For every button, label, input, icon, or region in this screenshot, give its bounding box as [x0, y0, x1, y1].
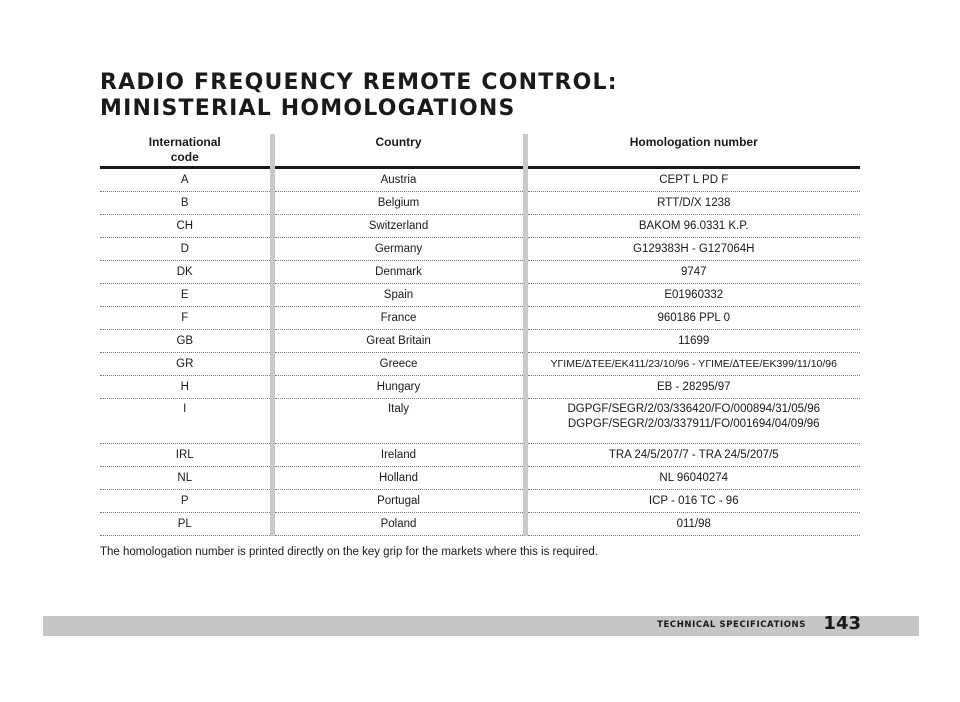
number-cell: NL 96040274: [525, 467, 860, 490]
country-cell: Poland: [272, 513, 525, 536]
number-cell: RTT/D/X 1238: [525, 192, 860, 215]
number-line-1: DGPGF/SEGR/2/03/336420/FO/000894/31/05/96: [567, 403, 821, 415]
table-row: [100, 467, 860, 490]
number-cell: 011/98: [525, 513, 860, 536]
code-cell: E: [100, 284, 272, 307]
number-cell: G129383H - G127064H: [525, 238, 860, 261]
country-cell: France: [272, 307, 525, 330]
page-number: 143: [823, 613, 861, 634]
number-line-2: DGPGF/SEGR/2/03/337911/FO/001694/04/09/96: [567, 418, 820, 430]
country-cell: Italy: [272, 399, 525, 444]
country-cell: Hungary: [272, 376, 525, 399]
code-cell: DK: [100, 261, 272, 284]
homologation-table: [100, 134, 860, 536]
number-cell: [525, 399, 860, 444]
number-cell: TRA 24/5/207/7 - TRA 24/5/207/5: [525, 444, 860, 467]
table-row: [100, 192, 860, 215]
number-cell: YΓIME/∆TEE/EK411/23/10/96 - YΓIME/∆TEE/EK399/11/10/96: [525, 353, 860, 376]
table-row: [100, 376, 860, 399]
footnote: The homologation number is printed directly on the key grip for the markets where this is required.: [100, 546, 598, 558]
country-cell: Holland: [272, 467, 525, 490]
code-cell: I: [100, 399, 272, 444]
table-row: [100, 168, 860, 192]
number-cell: BAKOM 96.0331 K.P.: [525, 215, 860, 238]
country-cell: Greece: [272, 353, 525, 376]
footer-section-label: TECHNICAL SPECIFICATIONS: [657, 620, 806, 630]
title-line-1: RADIO FREQUENCY REMOTE CONTROL:: [100, 70, 618, 95]
country-cell: Germany: [272, 238, 525, 261]
code-cell: GB: [100, 330, 272, 353]
table-row: [100, 399, 860, 444]
country-cell: Great Britain: [272, 330, 525, 353]
table-row: [100, 238, 860, 261]
table-row: [100, 513, 860, 536]
table-row: [100, 490, 860, 513]
header-international-code: [100, 134, 272, 168]
table-row: [100, 353, 860, 376]
code-cell: IRL: [100, 444, 272, 467]
code-cell: CH: [100, 215, 272, 238]
code-cell: H: [100, 376, 272, 399]
code-cell: GR: [100, 353, 272, 376]
country-cell: Denmark: [272, 261, 525, 284]
table-row: [100, 215, 860, 238]
table-header-row: [100, 134, 860, 168]
number-cell: 9747: [525, 261, 860, 284]
table-row: [100, 284, 860, 307]
code-cell: NL: [100, 467, 272, 490]
country-cell: Portugal: [272, 490, 525, 513]
number-cell: ICP - 016 TC - 96: [525, 490, 860, 513]
code-cell: D: [100, 238, 272, 261]
footer-bar: [43, 613, 919, 636]
table-row: [100, 330, 860, 353]
code-cell: PL: [100, 513, 272, 536]
number-cell: E01960332: [525, 284, 860, 307]
header-homologation-number: Homologation number: [525, 134, 860, 168]
code-cell: P: [100, 490, 272, 513]
country-cell: Switzerland: [272, 215, 525, 238]
country-cell: Spain: [272, 284, 525, 307]
code-cell: F: [100, 307, 272, 330]
code-cell: A: [100, 168, 272, 192]
code-cell: B: [100, 192, 272, 215]
title-line-2: MINISTERIAL HOMOLOGATIONS: [100, 96, 516, 121]
country-cell: Belgium: [272, 192, 525, 215]
number-cell: 11699: [525, 330, 860, 353]
header-code-line-2: code: [170, 150, 199, 164]
table-row: [100, 444, 860, 467]
homologation-table-wrap: [100, 134, 860, 536]
table-row: [100, 307, 860, 330]
header-country: Country: [272, 134, 525, 168]
country-cell: Austria: [272, 168, 525, 192]
page-title: [100, 70, 618, 122]
number-cell: CEPT L PD F: [525, 168, 860, 192]
number-cell: 960186 PPL 0: [525, 307, 860, 330]
country-cell: Ireland: [272, 444, 525, 467]
table-row: [100, 261, 860, 284]
number-cell: EB - 28295/97: [525, 376, 860, 399]
header-code-line-1: International: [148, 135, 221, 149]
